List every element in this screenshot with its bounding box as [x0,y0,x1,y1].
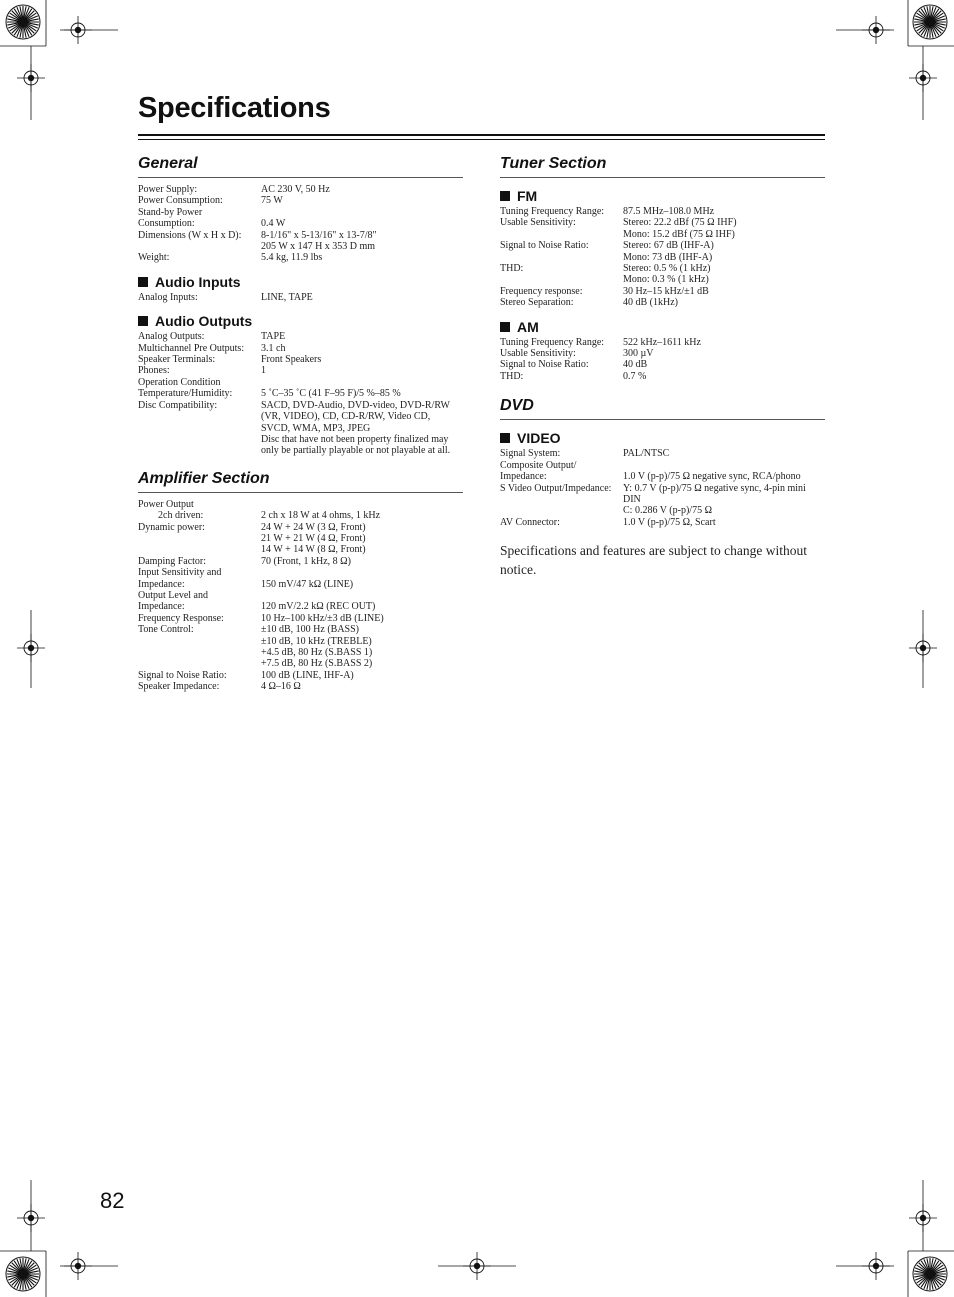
spec-value: PAL/NTSC [623,448,670,460]
spec-value: Y: 0.7 V (p-p)/75 Ω negative sync, 4-pin mini DIN C: 0.286 V (p-p)/75 Ω [623,482,806,517]
spec-row [138,331,463,342]
spec-row [500,206,825,217]
spec-value: 30 Hz–15 kHz/±1 dB [623,285,709,297]
spec-label: Composite Output/ Impedance: [500,459,577,483]
spec-label: Signal System: [500,448,561,460]
spec-row [500,297,825,308]
subsection-title-audio-inputs: Audio Inputs [138,274,463,290]
spec-value: 70 (Front, 1 kHz, 8 Ω) [261,555,351,567]
right-column [500,154,825,579]
spec-label: Weight: [138,252,170,264]
spec-value: 300 µV [623,348,654,360]
audio-inputs-section [138,274,463,303]
spec-label: Frequency response: [500,285,583,297]
spec-label: Usable Sensitivity: [500,217,576,229]
section-title-general: General [138,154,463,178]
spec-value: 40 dB (1kHz) [623,297,678,309]
audio-inputs-specs [138,292,463,303]
spec-value: Stereo: 0.5 % (1 kHz) Mono: 0.3 % (1 kHz) [623,263,711,286]
section-title-amplifier: Amplifier Section [138,469,463,493]
spec-row [500,348,825,359]
specs-notice: Specifications and features are subject to change without notice. [500,543,808,577]
spec-row [138,670,463,681]
spec-value: 4 Ω–16 Ω [261,681,301,693]
spec-row [138,292,463,303]
am-specs [500,337,825,383]
spec-row [138,365,463,376]
spec-label: Dynamic power: [138,521,205,533]
spec-value: 1 [261,365,266,377]
square-bullet-icon [138,277,148,287]
spec-row [138,681,463,692]
spec-row [500,483,825,517]
square-bullet-icon [500,322,510,332]
amplifier-specs [138,499,463,693]
spec-row [500,217,825,240]
subsection-title-am: AM [500,319,825,335]
spec-value: LINE, TAPE [261,291,313,303]
spec-row [138,400,463,457]
spec-label: Analog Outputs: [138,331,205,343]
spec-label: Operation Condition Temperature/Humidity: [138,376,233,400]
spec-label: Tone Control: [138,624,194,636]
square-bullet-icon [500,191,510,201]
spec-label: Damping Factor: [138,555,207,567]
spec-label: Speaker Terminals: [138,354,216,366]
subsection-title-audio-outputs: Audio Outputs [138,313,463,329]
spec-label: THD: [500,263,524,275]
spec-label: Stereo Separation: [500,297,574,309]
section-title-tuner: Tuner Section [500,154,825,178]
spec-label: Power Consumption: [138,195,223,207]
spec-row [500,286,825,297]
spec-label: Stand-by Power Consumption: [138,206,203,230]
section-title-dvd: DVD [500,396,825,420]
spec-row [500,263,825,286]
spec-value: 5 ˚C–35 ˚C (41 F–95 F)/5 %–85 % [261,388,401,400]
spec-row [138,556,463,567]
amplifier-section [138,469,463,693]
spec-label: AV Connector: [500,516,560,528]
page-number: 82 [100,1188,125,1213]
spec-label: THD: [500,370,524,382]
spec-label: Analog Inputs: [138,291,198,303]
spec-label: Dimensions (W x H x D): [138,229,242,241]
spec-value: Stereo: 67 dB (IHF-A) Mono: 73 dB (IHF-A) [623,240,714,263]
spec-label: Disc Compatibility: [138,399,218,411]
general-specs [138,184,463,264]
audio-outputs-section [138,313,463,456]
spec-row [138,590,463,613]
spec-value: 2 ch x 18 W at 4 ohms, 1 kHz [261,510,381,522]
spec-value: 1.0 V (p-p)/75 Ω negative sync, RCA/phono [623,471,801,483]
subsection-title-video: VIDEO [500,430,825,446]
spec-value: Front Speakers [261,354,322,366]
subsection-title-fm: FM [500,188,825,204]
spec-label: Tuning Frequency Range: [500,206,605,217]
spec-row [138,567,463,590]
spec-row [500,337,825,348]
spec-row [138,184,463,195]
spec-value: 87.5 MHz–108.0 MHz [623,206,715,217]
square-bullet-icon [138,316,148,326]
spec-row [138,613,463,624]
spec-row [500,371,825,382]
spec-value: SACD, DVD-Audio, DVD-video, DVD-R/RW (VR, VIDEO), CD, CD-R/RW, Video CD, SVCD, WMA, MP3, JPEG Disc that have not been property finalized may only be partially playable or not playable at all. [261,399,451,457]
video-specs [500,448,825,528]
audio-outputs-specs [138,331,463,456]
spec-label: Signal to Noise Ratio: [500,240,589,252]
general-section [138,154,463,264]
spec-value: TAPE [261,331,286,343]
spec-label: S Video Output/Impedance: [500,482,612,494]
left-column [138,154,463,693]
square-bullet-icon [500,433,510,443]
spec-row [138,195,463,206]
spec-value: 75 W [261,195,283,207]
spec-label: Multichannel Pre Outputs: [138,342,245,354]
spec-value: 0.4 W [261,218,286,230]
spec-row [500,517,825,528]
spec-label: Usable Sensitivity: [500,348,576,360]
spec-row [500,240,825,263]
spec-label: Output Level and Impedance: [138,589,208,613]
spec-value: Stereo: 22.2 dBf (75 Ω IHF) Mono: 15.2 dBf (75 Ω IHF) [623,217,737,240]
spec-value: 150 mV/47 kΩ (LINE) [261,578,354,590]
spec-label: Signal to Noise Ratio: [500,359,589,371]
spec-value: 3.1 ch [261,342,286,354]
title-rule-thin [138,139,825,140]
title-rule [138,134,825,136]
spec-label: Power Supply: [138,184,198,195]
spec-value: 10 Hz–100 kHz/±3 dB (LINE) [261,612,384,624]
tuner-section [500,154,825,382]
spec-value: 40 dB [623,359,648,371]
spec-label: Signal to Noise Ratio: [138,669,227,681]
spec-value: AC 230 V, 50 Hz [261,184,330,195]
spec-value: 24 W + 24 W (3 Ω, Front) 21 W + 21 W (4 Ω, Front) 14 W + 14 W (8 Ω, Front) [261,521,366,556]
spec-value: 522 kHz–1611 kHz [623,336,701,348]
spec-label: Input Sensitivity and Impedance: [138,567,222,590]
spec-row [138,230,463,253]
spec-row [138,624,463,670]
spec-label: Tuning Frequency Range: [500,336,605,348]
spec-value: 1.0 V (p-p)/75 Ω, Scart [623,516,716,528]
fm-specs [500,206,825,309]
dvd-section [500,396,825,528]
spec-row [500,448,825,459]
spec-row [138,377,463,400]
spec-value: ±10 dB, 100 Hz (BASS) ±10 dB, 10 kHz (TREBLE) +4.5 dB, 80 Hz (S.BASS 1) +7.5 dB, 80 Hz (S.BASS 2) [261,624,373,670]
spec-row [138,207,463,230]
spec-row [500,359,825,370]
spec-value: 5.4 kg, 11.9 lbs [261,252,323,264]
spec-row [138,499,463,522]
spec-label: Phones: [138,365,170,377]
spec-label: Speaker Impedance: [138,681,220,693]
spec-label: Frequency Response: [138,612,224,624]
spec-value: 0.7 % [623,370,647,382]
spec-value: 8-1/16" x 5-13/16" x 13-7/8" 205 W x 147 H x 353 D mm [261,229,377,253]
spec-row [138,354,463,365]
page-title: Specifications [138,92,331,124]
spec-row [500,460,825,483]
spec-row [138,522,463,556]
spec-label: Power Output 2ch driven: [138,498,204,522]
spec-row [138,343,463,354]
spec-value: 100 dB (LINE, IHF-A) [261,669,354,681]
spec-row [138,252,463,263]
spec-value: 120 mV/2.2 kΩ (REC OUT) [261,601,376,613]
